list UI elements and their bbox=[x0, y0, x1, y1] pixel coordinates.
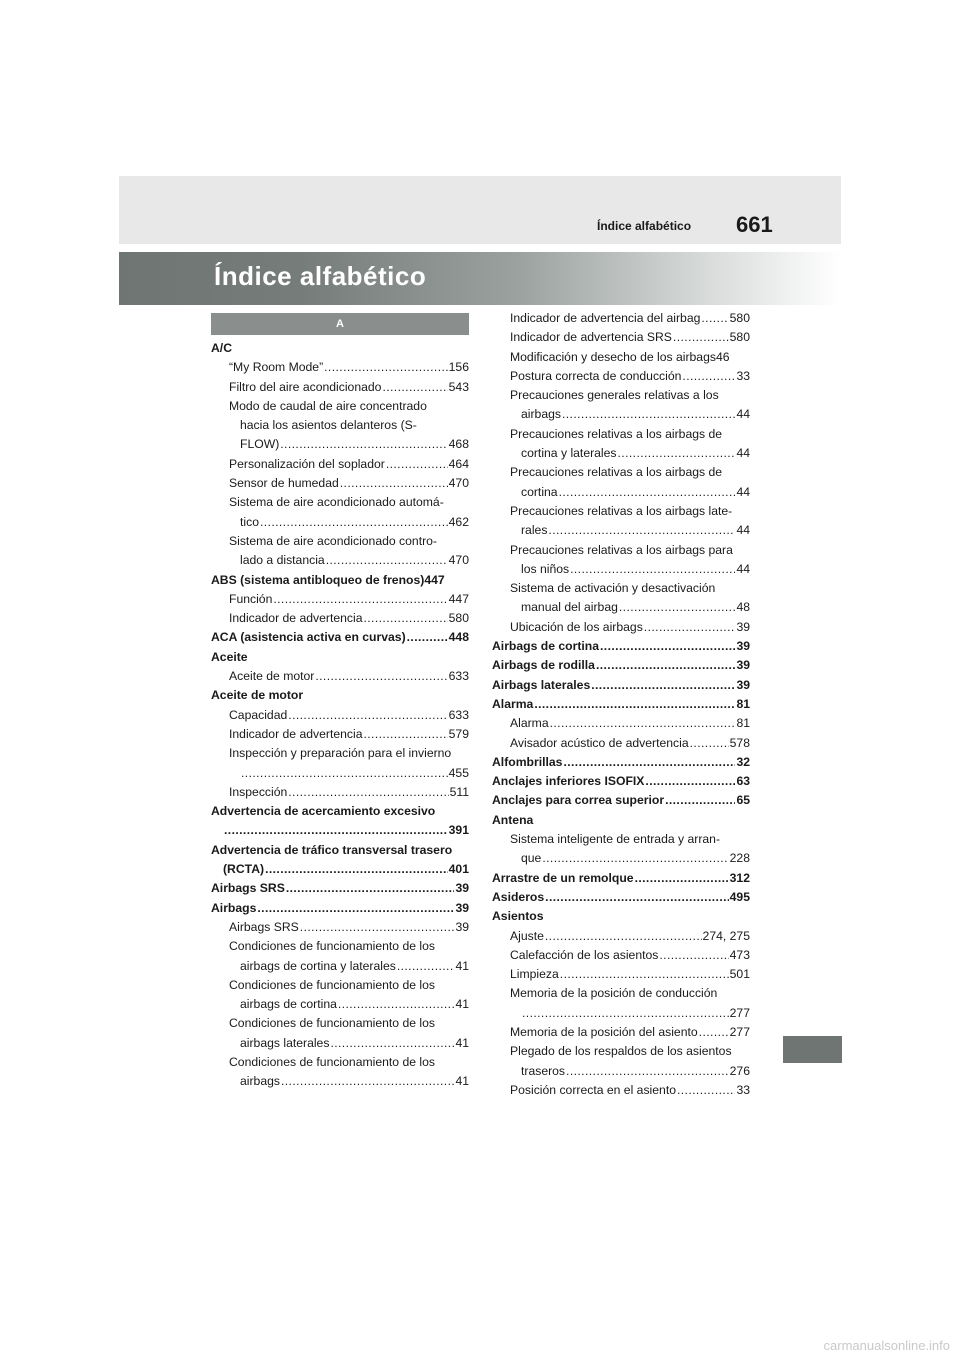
index-subentry bbox=[492, 541, 750, 560]
entry-text: Aceite bbox=[211, 649, 248, 664]
index-entry bbox=[211, 860, 469, 879]
entry-text: Calefacción de los asientos bbox=[510, 947, 659, 962]
entry-text: Airbags SRS bbox=[211, 881, 285, 896]
dot-leader bbox=[522, 1004, 729, 1023]
index-subentry bbox=[211, 1053, 469, 1072]
index-subentry bbox=[211, 918, 469, 937]
entry-text: Indicador de advertencia del airbag bbox=[510, 311, 701, 325]
dot-leader bbox=[363, 725, 447, 744]
entry-text: cortina bbox=[521, 484, 558, 499]
index-subentry bbox=[492, 1081, 750, 1100]
entry-text: tico bbox=[240, 514, 259, 529]
entry-text: Advertencia de tráfico transversal trasero bbox=[211, 842, 453, 857]
entry-text: Airbags de rodilla bbox=[492, 658, 595, 673]
entry-text: Advertencia de acercamiento excesivo bbox=[211, 804, 436, 819]
index-list-left bbox=[211, 339, 469, 1092]
entry-text: Asientos bbox=[492, 909, 544, 924]
entry-text: Indicador de advertencia bbox=[229, 611, 363, 626]
dot-leader bbox=[273, 590, 447, 609]
index-subentry bbox=[211, 937, 469, 956]
header-page-number: 661 bbox=[736, 212, 773, 237]
entry-text: airbags bbox=[521, 407, 561, 422]
entry-text: Indicador de advertencia SRS bbox=[510, 330, 672, 345]
index-subentry bbox=[492, 579, 750, 598]
index-entry bbox=[492, 888, 750, 907]
dot-leader bbox=[545, 927, 702, 946]
entry-text: los niños bbox=[521, 561, 570, 576]
entry-text: manual del airbag bbox=[521, 600, 618, 615]
index-subentry bbox=[492, 463, 750, 482]
entry-page-number: 473 bbox=[729, 947, 750, 962]
entry-text: Inspección bbox=[229, 784, 288, 799]
entry-text: Airbags bbox=[211, 900, 257, 915]
index-entry bbox=[211, 339, 469, 358]
entry-text: Alfombrillas bbox=[492, 754, 563, 769]
entry-page-number: 63 bbox=[736, 774, 750, 789]
entry-text: Indicador de advertencia bbox=[229, 726, 363, 741]
dot-leader bbox=[570, 560, 735, 579]
dot-leader bbox=[619, 598, 736, 617]
index-subentry bbox=[492, 965, 750, 984]
index-subentry bbox=[492, 598, 750, 617]
index-subentry bbox=[492, 405, 750, 424]
dot-leader bbox=[224, 821, 448, 840]
index-subentry bbox=[492, 946, 750, 965]
index-subentry bbox=[211, 1034, 469, 1053]
index-subentry bbox=[492, 386, 750, 405]
entry-text: hacia los asientos delanteros (S- bbox=[240, 418, 417, 433]
dot-leader bbox=[545, 888, 729, 907]
entry-page-number: 44 bbox=[736, 561, 750, 576]
entry-text: Asideros bbox=[492, 889, 545, 904]
index-subentry bbox=[211, 455, 469, 474]
index-entry bbox=[211, 628, 469, 647]
entry-text: ABS (sistema antibloqueo de frenos) bbox=[211, 572, 425, 587]
entry-text: Sistema de aire acondicionado automá- bbox=[229, 495, 444, 510]
page-header bbox=[119, 176, 841, 244]
index-entry bbox=[492, 869, 750, 888]
dot-leader bbox=[326, 551, 448, 570]
entry-text: Condiciones de funcionamiento de los bbox=[229, 1016, 435, 1031]
index-subentry bbox=[492, 502, 750, 521]
index-subentry bbox=[211, 378, 469, 397]
index-entry bbox=[211, 821, 469, 840]
index-subentry bbox=[492, 560, 750, 579]
dot-leader bbox=[363, 609, 447, 628]
index-entry bbox=[492, 772, 750, 791]
dot-leader bbox=[635, 869, 729, 888]
entry-text: Sistema inteligente de entrada y arran- bbox=[510, 832, 721, 847]
dot-leader bbox=[699, 1023, 729, 1042]
entry-text: Arrastre de un remolque bbox=[492, 870, 634, 885]
index-column-left bbox=[211, 318, 469, 1092]
entry-page-number: 33 bbox=[736, 1082, 750, 1097]
index-subentry bbox=[211, 609, 469, 628]
index-entry bbox=[211, 899, 469, 918]
entry-page-number: 39 bbox=[455, 900, 469, 915]
entry-page-number: 543 bbox=[448, 379, 469, 394]
index-subentry bbox=[211, 1072, 469, 1091]
index-subentry bbox=[211, 957, 469, 976]
dot-leader bbox=[265, 860, 448, 879]
dot-leader bbox=[701, 309, 728, 328]
dot-leader bbox=[550, 714, 736, 733]
index-entry bbox=[492, 637, 750, 656]
entry-text: Ajuste bbox=[510, 928, 544, 943]
entry-page-number: 39 bbox=[736, 639, 750, 654]
dot-leader bbox=[288, 783, 448, 802]
entry-text: Anclajes inferiores ISOFIX bbox=[492, 774, 645, 789]
dot-leader bbox=[257, 899, 454, 918]
entry-page-number: 32 bbox=[736, 754, 750, 769]
entry-text: Sistema de activación y desactivación bbox=[510, 581, 716, 596]
entry-text: Condiciones de funcionamiento de los bbox=[229, 977, 435, 992]
footer-watermark: carmanualsonline.info bbox=[823, 1338, 950, 1353]
index-entry bbox=[492, 753, 750, 772]
entry-text: Airbags de cortina bbox=[492, 639, 600, 654]
dot-leader bbox=[562, 405, 735, 424]
dot-leader bbox=[559, 483, 736, 502]
entry-page-number: 39 bbox=[736, 677, 750, 692]
entry-text: Función bbox=[229, 591, 273, 606]
dot-leader bbox=[659, 946, 728, 965]
index-subentry bbox=[211, 358, 469, 377]
entry-text: airbags laterales bbox=[240, 1035, 330, 1050]
entry-page-number: 277 bbox=[729, 1024, 750, 1039]
entry-text: rales bbox=[521, 523, 548, 538]
index-subentry bbox=[211, 474, 469, 493]
entry-text: Capacidad bbox=[229, 707, 288, 722]
entry-page-number: 633 bbox=[448, 707, 469, 722]
dot-leader bbox=[677, 1081, 735, 1100]
index-subentry bbox=[492, 521, 750, 540]
index-subentry bbox=[211, 725, 469, 744]
dot-leader bbox=[260, 513, 448, 532]
entry-text: Plegado de los respaldos de los asientos bbox=[510, 1044, 732, 1059]
entry-text: Condiciones de funcionamiento de los bbox=[229, 1054, 435, 1069]
entry-text: “My Room Mode” bbox=[229, 360, 324, 375]
index-subentry bbox=[492, 1042, 750, 1061]
dot-leader bbox=[281, 1072, 454, 1091]
index-subentry bbox=[211, 493, 469, 512]
dot-leader bbox=[397, 957, 455, 976]
entry-text: Sistema de aire acondicionado contro- bbox=[229, 533, 437, 548]
index-entry bbox=[211, 879, 469, 898]
entry-text: Aceite de motor bbox=[229, 669, 315, 684]
entry-page-number: 41 bbox=[455, 997, 469, 1012]
index-subentry bbox=[492, 734, 750, 753]
index-entry bbox=[492, 791, 750, 810]
dot-leader bbox=[300, 918, 455, 937]
entry-page-number: 391 bbox=[448, 823, 469, 838]
index-list-right bbox=[492, 309, 750, 1100]
index-subentry bbox=[211, 532, 469, 551]
entry-page-number: 44 bbox=[736, 446, 750, 461]
index-subentry bbox=[211, 706, 469, 725]
thumb-index-tab bbox=[783, 1036, 842, 1063]
entry-page-number: 276 bbox=[729, 1063, 750, 1078]
index-subentry bbox=[211, 995, 469, 1014]
entry-page-number: 470 bbox=[448, 476, 469, 491]
entry-page-number: 511 bbox=[449, 784, 469, 799]
entry-page-number: 44 bbox=[736, 407, 750, 422]
entry-page-number: 41 bbox=[455, 1035, 469, 1050]
entry-page-number: 39 bbox=[736, 658, 750, 673]
entry-page-number: 447 bbox=[424, 572, 445, 587]
index-column-right bbox=[492, 309, 750, 1100]
entry-text: FLOW) bbox=[240, 437, 280, 452]
dot-leader bbox=[600, 637, 735, 656]
entry-text: Avisador acústico de advertencia bbox=[510, 735, 689, 750]
index-entry bbox=[492, 676, 750, 695]
entry-text: Anclajes para correa superior bbox=[492, 793, 665, 808]
dot-leader bbox=[596, 656, 735, 675]
entry-page-number: 401 bbox=[448, 862, 469, 877]
dot-leader bbox=[280, 435, 447, 454]
entry-page-number: 580 bbox=[729, 311, 750, 325]
index-subentry bbox=[492, 367, 750, 386]
entry-text: Precauciones relativas a los airbags late- bbox=[510, 503, 733, 518]
entry-text: Precauciones relativas a los airbags de bbox=[510, 426, 723, 441]
entry-page-number: 447 bbox=[448, 591, 469, 606]
entry-text: Memoria de la posición de conducción bbox=[510, 986, 718, 1001]
entry-page-number: 156 bbox=[448, 360, 469, 375]
dot-leader bbox=[241, 764, 448, 783]
entry-text: lado a distancia bbox=[240, 553, 325, 568]
entry-text: Alarma bbox=[492, 696, 534, 711]
index-subentry bbox=[492, 830, 750, 849]
entry-page-number: 501 bbox=[729, 967, 750, 982]
dot-leader bbox=[542, 849, 728, 868]
index-subentry bbox=[211, 435, 469, 454]
entry-text: Ubicación de los airbags bbox=[510, 619, 643, 634]
entry-text: Modo de caudal de aire concentrado bbox=[229, 398, 427, 413]
dot-leader bbox=[288, 706, 447, 725]
dot-leader bbox=[382, 378, 447, 397]
entry-page-number: 65 bbox=[736, 793, 750, 808]
index-subentry bbox=[492, 483, 750, 502]
entry-text: Airbags SRS bbox=[229, 919, 299, 934]
index-subentry bbox=[211, 744, 469, 763]
entry-text: Precauciones generales relativas a los bbox=[510, 388, 719, 403]
dot-leader bbox=[330, 1034, 454, 1053]
entry-text: que bbox=[521, 851, 542, 866]
dot-leader bbox=[534, 695, 735, 714]
entry-text: ACA (asistencia activa en curvas) bbox=[211, 630, 406, 645]
entry-page-number: 44 bbox=[736, 523, 750, 538]
dot-leader bbox=[338, 995, 455, 1014]
index-subentry bbox=[492, 1004, 750, 1023]
dot-leader bbox=[665, 791, 735, 810]
entry-page-number: 462 bbox=[448, 514, 469, 529]
entry-page-number: 580 bbox=[729, 330, 750, 345]
entry-page-number: 41 bbox=[455, 1074, 469, 1089]
entry-page-number: 81 bbox=[736, 716, 750, 731]
header-section-title: Índice alfabético bbox=[597, 219, 692, 233]
entry-page-number: 633 bbox=[448, 669, 469, 684]
index-subentry bbox=[492, 444, 750, 463]
dot-leader bbox=[386, 455, 448, 474]
entry-page-number: 81 bbox=[736, 696, 750, 711]
entry-text: Memoria de la posición del asiento bbox=[510, 1024, 698, 1039]
entry-text: Alarma bbox=[510, 716, 549, 731]
entry-text: Airbags laterales bbox=[492, 677, 591, 692]
entry-text: airbags de cortina y laterales bbox=[240, 958, 396, 973]
index-subentry bbox=[492, 984, 750, 1003]
entry-page-number: 39 bbox=[736, 619, 750, 634]
entry-page-number: 277 bbox=[729, 1005, 750, 1020]
index-subentry bbox=[492, 849, 750, 868]
entry-text: traseros bbox=[521, 1063, 566, 1078]
index-subentry bbox=[492, 927, 750, 946]
entry-text: Inspección y preparación para el invierno bbox=[229, 746, 452, 761]
index-subentry bbox=[492, 1023, 750, 1042]
entry-text: airbags bbox=[240, 1074, 280, 1089]
page-title: Índice alfabético bbox=[214, 261, 427, 291]
title-banner bbox=[119, 252, 841, 305]
dot-leader bbox=[315, 667, 447, 686]
entry-text: cortina y laterales bbox=[521, 446, 617, 461]
index-entry bbox=[211, 802, 469, 821]
entry-text: Modificación y desecho de los airbags bbox=[510, 349, 716, 364]
index-entry bbox=[492, 907, 750, 926]
index-subentry bbox=[492, 425, 750, 444]
entry-page-number: 274, 275 bbox=[702, 928, 750, 943]
index-subentry bbox=[211, 667, 469, 686]
index-subentry bbox=[211, 764, 469, 783]
index-subentry bbox=[492, 714, 750, 733]
index-subentry bbox=[211, 397, 469, 416]
index-subentry bbox=[492, 309, 750, 328]
entry-page-number: 468 bbox=[448, 437, 469, 452]
index-subentry bbox=[211, 590, 469, 609]
dot-leader bbox=[690, 734, 729, 753]
entry-text: Postura correcta de conducción bbox=[510, 368, 682, 383]
index-subentry bbox=[211, 551, 469, 570]
dot-leader bbox=[286, 879, 455, 898]
index-entry bbox=[211, 571, 469, 590]
entry-page-number: 39 bbox=[455, 881, 469, 896]
entry-page-number: 44 bbox=[736, 484, 750, 499]
index-subentry bbox=[211, 1014, 469, 1033]
dot-leader bbox=[340, 474, 448, 493]
dot-leader bbox=[591, 676, 735, 695]
index-subentry bbox=[211, 513, 469, 532]
entry-page-number: 46 bbox=[715, 349, 730, 364]
entry-page-number: 41 bbox=[455, 958, 469, 973]
entry-page-number: 228 bbox=[729, 851, 750, 866]
entry-page-number: 312 bbox=[729, 870, 750, 885]
dot-leader bbox=[682, 367, 735, 386]
entry-page-number: 495 bbox=[729, 889, 750, 904]
index-entry bbox=[211, 648, 469, 667]
index-subentry bbox=[211, 416, 469, 435]
entry-page-number: 455 bbox=[448, 765, 469, 780]
dot-leader bbox=[548, 521, 735, 540]
entry-page-number: 448 bbox=[448, 630, 469, 645]
dot-leader bbox=[618, 444, 736, 463]
index-entry bbox=[211, 686, 469, 705]
index-subentry bbox=[492, 1062, 750, 1081]
entry-page-number: 580 bbox=[448, 611, 469, 626]
dot-leader bbox=[407, 628, 448, 647]
entry-page-number: 470 bbox=[448, 553, 469, 568]
entry-text: airbags de cortina bbox=[240, 997, 337, 1012]
entry-page-number: 464 bbox=[448, 456, 469, 471]
index-entry bbox=[492, 811, 750, 830]
index-subentry bbox=[211, 976, 469, 995]
entry-text: (RCTA) bbox=[223, 862, 265, 877]
entry-text: Precauciones relativas a los airbags para bbox=[510, 542, 733, 557]
entry-text: A/C bbox=[211, 341, 232, 355]
entry-text: Sensor de humedad bbox=[229, 476, 339, 491]
letter-heading: A bbox=[211, 313, 469, 335]
entry-text: Posición correcta en el asiento bbox=[510, 1082, 676, 1097]
index-entry bbox=[492, 695, 750, 714]
entry-page-number: 48 bbox=[736, 600, 750, 615]
entry-page-number: 578 bbox=[729, 735, 750, 750]
entry-text: Condiciones de funcionamiento de los bbox=[229, 939, 435, 954]
dot-leader bbox=[645, 772, 735, 791]
dot-leader bbox=[560, 965, 729, 984]
dot-leader bbox=[644, 618, 736, 637]
entry-text: Precauciones relativas a los airbags de bbox=[510, 465, 723, 480]
index-subentry bbox=[492, 328, 750, 347]
entry-text: Filtro del aire acondicionado bbox=[229, 379, 382, 394]
dot-leader bbox=[566, 1062, 729, 1081]
index-subentry bbox=[492, 618, 750, 637]
index-subentry bbox=[211, 783, 469, 802]
entry-text: Limpieza bbox=[510, 967, 559, 982]
entry-text: Personalización del soplador bbox=[229, 456, 385, 471]
index-entry bbox=[492, 656, 750, 675]
dot-leader bbox=[324, 358, 448, 377]
entry-text: Antena bbox=[492, 812, 534, 827]
dot-leader bbox=[673, 328, 729, 347]
dot-leader bbox=[563, 753, 735, 772]
entry-text: Aceite de motor bbox=[211, 688, 304, 703]
index-entry bbox=[211, 841, 469, 860]
index-subentry bbox=[492, 348, 750, 367]
entry-page-number: 39 bbox=[455, 919, 469, 934]
entry-page-number: 33 bbox=[736, 368, 750, 383]
entry-page-number: 579 bbox=[448, 726, 469, 741]
